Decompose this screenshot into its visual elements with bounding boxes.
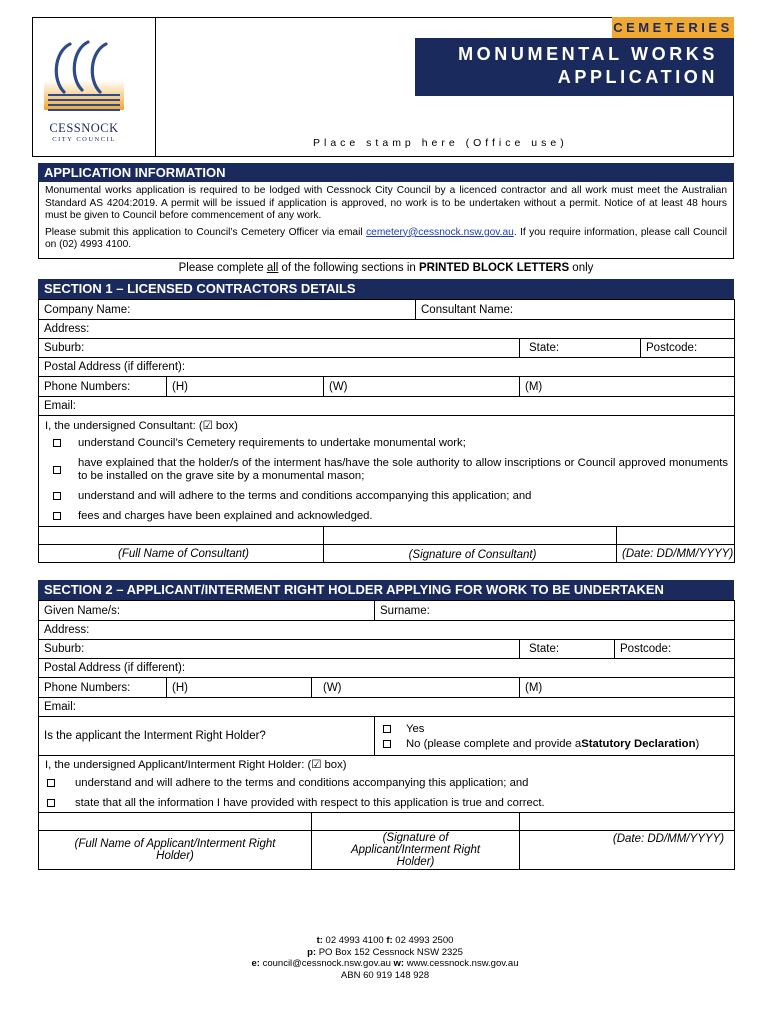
s2-checkbox-1[interactable] bbox=[47, 779, 55, 787]
footer-phone-line bbox=[0, 935, 770, 947]
s2-signature-input[interactable] bbox=[312, 813, 520, 831]
s2-checkbox-2[interactable] bbox=[47, 799, 55, 807]
section1-heading bbox=[38, 279, 734, 299]
s1-signature-input[interactable] bbox=[324, 527, 617, 545]
logo-divider bbox=[155, 17, 156, 157]
s1-state-field[interactable]: State: bbox=[520, 339, 641, 358]
footer-p-label: p: bbox=[307, 946, 317, 958]
footer-f-label: f: bbox=[386, 935, 393, 946]
company-name-field[interactable]: Company Name: bbox=[39, 300, 416, 320]
s2-signature-caption-text: (Signature of Applicant/Interment Right Holder) bbox=[350, 832, 481, 868]
s1-postal-address-field[interactable]: Postal Address (if different): bbox=[39, 358, 735, 377]
s1-date-input[interactable] bbox=[617, 527, 735, 545]
s2-suburb-field[interactable]: Suburb: bbox=[39, 640, 520, 659]
instruction-all: all bbox=[266, 262, 279, 274]
s1-item-4-text: fees and charges have been explained and acknowledged. bbox=[78, 510, 373, 522]
footer-postal-line bbox=[0, 947, 770, 959]
stamp-text: Place stamp here (Office use) bbox=[313, 137, 568, 149]
s1-address-field[interactable]: Address: bbox=[39, 320, 735, 339]
yes-label: Yes bbox=[406, 722, 425, 735]
s2-postal-address-field[interactable]: Postal Address (if different): bbox=[39, 659, 735, 678]
no-label-post: ) bbox=[695, 737, 700, 750]
footer bbox=[0, 935, 770, 981]
s2-postcode-field[interactable]: Postcode: bbox=[615, 640, 735, 659]
instruction-bold: PRINTED BLOCK LETTERS bbox=[418, 262, 570, 274]
s1-phone-w-field[interactable]: (W) bbox=[324, 377, 520, 397]
s1-checkbox-3[interactable] bbox=[53, 492, 61, 500]
s1-declaration-item bbox=[45, 510, 728, 522]
footer-t-label: t: bbox=[316, 935, 323, 946]
app-info-heading-text: APPLICATION INFORMATION bbox=[44, 165, 226, 180]
no-option[interactable] bbox=[383, 738, 734, 750]
instruction-mid: of the following sections in bbox=[278, 262, 419, 274]
instruction-line bbox=[38, 262, 734, 274]
app-info-para1: Monumental works application is required to be lodged with Cessnock City Council by a licenced contractor and all work must meet the Australian Standard AS 4204:2019. A permit will be issued if application is approved, no work is to be undertaken without a permit. Notice of at least 48 hours must be given to Council before commencement of any work. bbox=[45, 185, 727, 222]
s1-phone-label: Phone Numbers: bbox=[39, 377, 167, 397]
section2-heading-text: SECTION 2 – APPLICANT/INTERMENT RIGHT HOLDER APPLYING FOR WORK TO BE UNDERTAKEN bbox=[44, 582, 664, 597]
logo-name: CESSNOCK bbox=[49, 121, 119, 135]
category-banner bbox=[612, 17, 734, 38]
s2-phone-w-field[interactable]: (W) bbox=[312, 678, 520, 698]
s1-full-name-caption: (Full Name of Consultant) bbox=[39, 545, 324, 563]
s2-full-name-caption-text: (Full Name of Applicant/Interment Right Holder) bbox=[74, 838, 276, 862]
yes-option[interactable] bbox=[383, 723, 734, 735]
app-info-box bbox=[38, 182, 734, 259]
s1-declaration bbox=[39, 416, 735, 527]
category-label: CEMETERIES bbox=[613, 20, 733, 35]
s1-declaration-item bbox=[45, 437, 728, 449]
interment-question: Is the applicant the Interment Right Holder? bbox=[39, 717, 375, 756]
statutory-declaration-label: Statutory Declaration bbox=[581, 737, 696, 750]
s2-undersigned-text: I, the undersigned Applicant/Interment Right Holder: (☑ box) bbox=[45, 759, 347, 771]
s2-item-2-text: state that all the information I have provided with respect to this application is true and correct. bbox=[75, 797, 545, 809]
s2-phone-m-field[interactable]: (M) bbox=[520, 678, 735, 698]
consultant-name-field[interactable]: Consultant Name: bbox=[416, 300, 735, 320]
s2-phone-label: Phone Numbers: bbox=[39, 678, 167, 698]
s2-full-name-input[interactable] bbox=[39, 813, 312, 831]
section2-table bbox=[38, 600, 735, 870]
cessnock-logo-icon bbox=[40, 28, 128, 118]
footer-abn: ABN 60 919 148 928 bbox=[340, 969, 430, 981]
s1-checkbox-1[interactable] bbox=[53, 439, 61, 447]
logo bbox=[40, 28, 128, 143]
app-info-para2-start: Please submit this application to Council’s Cemetery Officer via email bbox=[45, 226, 367, 238]
app-info-para2 bbox=[45, 227, 727, 252]
s1-undersigned-text: I, the undersigned Consultant: (☑ box) bbox=[45, 420, 238, 432]
footer-t-value: 02 4993 4100 bbox=[322, 935, 387, 946]
instruction-pre: Please complete bbox=[178, 262, 267, 274]
s2-email-field[interactable]: Email: bbox=[39, 698, 735, 717]
s1-item-1-text: understand Council’s Cemetery requirements to undertake monumental work; bbox=[78, 437, 466, 449]
s2-date-caption: (Date: DD/MM/YYYY) bbox=[520, 831, 735, 870]
interment-options bbox=[375, 717, 735, 756]
s1-phone-h-field[interactable]: (H) bbox=[167, 377, 324, 397]
title-banner bbox=[415, 38, 734, 96]
s2-item-1-text: understand and will adhere to the terms and conditions accompanying this application; and bbox=[75, 777, 529, 789]
logo-sub: CITY COUNCIL bbox=[52, 136, 116, 143]
given-names-field[interactable]: Given Name/s: bbox=[39, 601, 375, 621]
s1-item-2-text: have explained that the holder/s of the interment has/have the sole authority to allow inscriptions or Council approved monuments to be installed on the grave site by a monumental mason; bbox=[78, 457, 729, 482]
instruction-post: only bbox=[569, 262, 594, 274]
s2-full-name-caption bbox=[39, 831, 312, 870]
footer-f-value: 02 4993 2500 bbox=[392, 935, 454, 946]
footer-e-value[interactable]: council@cessnock.nsw.gov.au bbox=[259, 958, 394, 969]
section1-heading-text: SECTION 1 – LICENSED CONTRACTORS DETAILS bbox=[44, 281, 356, 296]
s1-full-name-input[interactable] bbox=[39, 527, 324, 545]
s1-item-3-text: understand and will adhere to the terms and conditions accompanying this application; and bbox=[78, 490, 532, 502]
s1-suburb-field[interactable]: Suburb: bbox=[39, 339, 520, 358]
s2-declaration bbox=[39, 756, 735, 813]
s1-phone-m-field[interactable]: (M) bbox=[520, 377, 735, 397]
cemetery-email-link[interactable]: cemetery@cessnock.nsw.gov.au bbox=[366, 226, 514, 238]
s1-declaration-item bbox=[45, 490, 728, 502]
no-label-pre: No (please complete and provide a bbox=[406, 737, 582, 750]
s1-signature-caption: (Signature of Consultant) bbox=[324, 545, 617, 563]
surname-field[interactable]: Surname: bbox=[375, 601, 735, 621]
page-title-line2: APPLICATION bbox=[557, 67, 718, 87]
s1-declaration-item bbox=[45, 457, 728, 483]
app-info-para2-end: . If you require information, please call Council on (02) 4993 4100. bbox=[45, 226, 727, 251]
s2-signature-caption bbox=[312, 831, 520, 870]
s1-postcode-field[interactable]: Postcode: bbox=[641, 339, 735, 358]
footer-w-label: w: bbox=[393, 958, 405, 969]
page-title-line1: MONUMENTAL WORKS bbox=[458, 44, 718, 64]
s2-address-field[interactable]: Address: bbox=[39, 621, 735, 640]
footer-w-value[interactable]: www.cessnock.nsw.gov.au bbox=[404, 958, 519, 969]
s1-checkbox-4[interactable] bbox=[53, 512, 61, 520]
s2-declaration-item bbox=[45, 777, 728, 789]
app-info-heading bbox=[38, 163, 734, 182]
footer-email-line bbox=[0, 958, 770, 970]
s2-phone-h-field[interactable]: (H) bbox=[167, 678, 312, 698]
footer-e-label: e: bbox=[251, 958, 260, 969]
section2-heading bbox=[38, 580, 734, 600]
s1-checkbox-2[interactable] bbox=[53, 466, 61, 474]
s1-email-field[interactable]: Email: bbox=[39, 397, 735, 416]
yes-checkbox[interactable] bbox=[383, 725, 391, 733]
s2-date-input[interactable] bbox=[520, 813, 735, 831]
s2-state-field[interactable]: State: bbox=[520, 640, 615, 659]
s2-declaration-item bbox=[45, 797, 728, 809]
s1-date-caption: (Date: DD/MM/YYYY) bbox=[617, 545, 735, 563]
no-checkbox[interactable] bbox=[383, 740, 391, 748]
footer-p-value: PO Box 152 Cessnock NSW 2325 bbox=[316, 946, 463, 958]
section1-table bbox=[38, 299, 735, 563]
